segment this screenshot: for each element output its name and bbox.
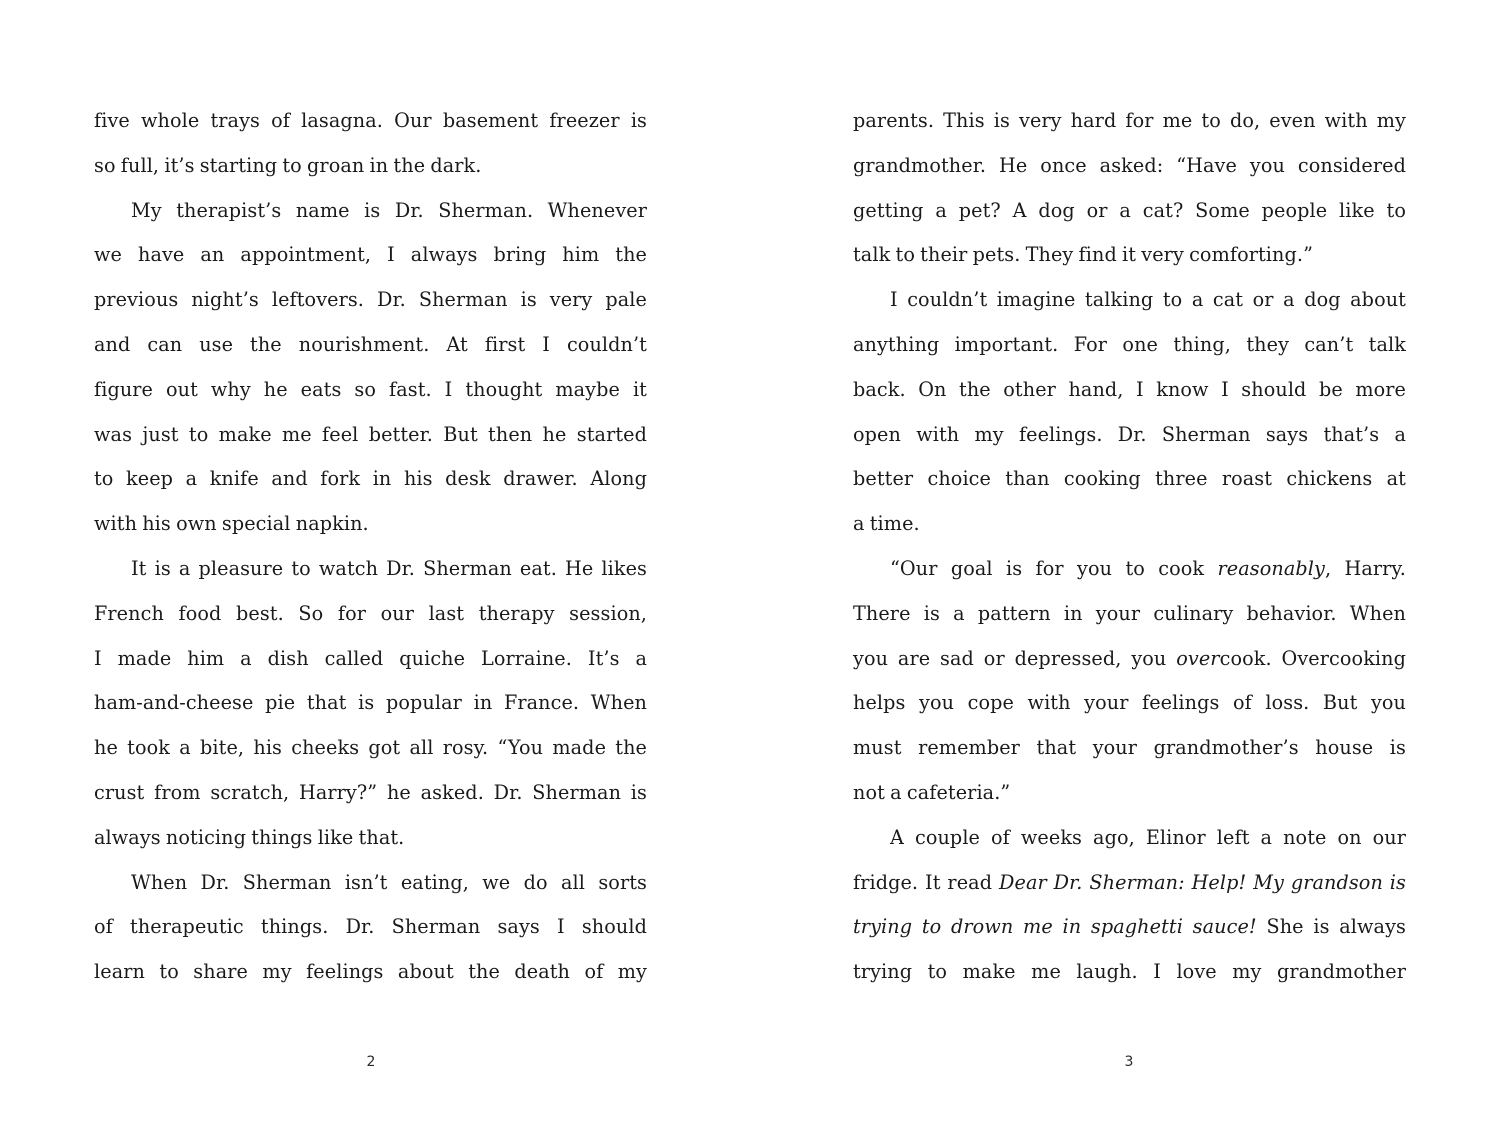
text-run: and can use the nourishment. At first I couldn’t (94, 332, 647, 356)
text-line (853, 681, 1406, 726)
text-line (94, 637, 647, 682)
text-line (94, 861, 647, 906)
text-run: helps you cope with your feelings of loss. But you (853, 691, 1406, 715)
text-line (94, 323, 647, 368)
text-line (94, 233, 647, 278)
text-run: cook. Overcooking (1219, 646, 1406, 670)
text-run: previous night’s leftovers. Dr. Sherman is very pale (94, 288, 647, 312)
text-run: a time. (853, 512, 920, 536)
text-run: She is always (1256, 915, 1406, 939)
text-line (853, 323, 1406, 368)
text-run: parents. This is very hard for me to do, even with my (853, 109, 1406, 132)
text-line (853, 368, 1406, 413)
text-line (853, 726, 1406, 771)
text-run: , Harry. (1324, 556, 1407, 580)
text-line (94, 144, 647, 189)
left-page-body (94, 99, 647, 995)
text-line (853, 547, 1406, 592)
paragraph (853, 547, 1406, 816)
paragraph (853, 99, 1406, 278)
text-line (853, 816, 1406, 861)
text-line (94, 189, 647, 234)
text-run: getting a pet? A dog or a cat? Some people like to (853, 198, 1406, 222)
text-run: I couldn’t imagine talking to a cat or a dog about (890, 288, 1406, 312)
text-line (94, 502, 647, 547)
text-run: grandmother. He once asked: “Have you considered (853, 153, 1406, 177)
text-run: French food best. So for our last therapy session, (94, 601, 647, 625)
paragraph (94, 189, 647, 547)
text-line (853, 233, 1406, 278)
text-run: was just to make me feel better. But then he started (94, 422, 647, 446)
text-run: anything important. For one thing, they can’t talk (853, 332, 1406, 356)
text-run: There is a pattern in your culinary behavior. When (853, 601, 1406, 625)
text-run: When Dr. Sherman isn’t eating, we do all sorts (131, 870, 647, 894)
text-run: better choice than cooking three roast chickens at (853, 467, 1406, 491)
text-line (853, 99, 1406, 144)
text-run: I made him a dish called quiche Lorraine. It’s a (94, 646, 647, 670)
text-run: back. On the other hand, I know I should be more (853, 377, 1406, 401)
text-line (853, 413, 1406, 458)
text-run: crust from scratch, Harry?” he asked. Dr. Sherman is (94, 780, 647, 804)
text-run: always noticing things like that. (94, 825, 405, 849)
text-line (94, 592, 647, 637)
text-line (94, 905, 647, 950)
italic-text: Dear Dr. Sherman: Help! My grandson is (999, 870, 1406, 894)
paragraph (94, 861, 647, 995)
text-run: so full, it’s starting to groan in the dark. (94, 153, 482, 177)
text-run: learn to share my feelings about the death of my (94, 960, 647, 984)
text-line (94, 99, 647, 144)
text-line (853, 771, 1406, 816)
text-line (853, 144, 1406, 189)
page-number-right: 3 (1124, 1054, 1134, 1070)
text-run: My therapist’s name is Dr. Sherman. Whenever (131, 198, 647, 222)
text-line (94, 368, 647, 413)
text-line (853, 278, 1406, 323)
text-line (853, 592, 1406, 637)
paragraph (853, 278, 1406, 547)
paragraph (853, 816, 1406, 995)
text-run: to keep a knife and fork in his desk drawer. Along (94, 467, 647, 491)
italic-text: reasonably (1217, 556, 1325, 580)
text-run: five whole trays of lasagna. Our basement freezer is (94, 109, 647, 132)
text-run: A couple of weeks ago, Elinor left a note on our (890, 825, 1406, 849)
text-run: open with my feelings. Dr. Sherman says that’s a (853, 422, 1406, 446)
text-line (853, 905, 1406, 950)
text-line (94, 816, 647, 861)
text-line (94, 681, 647, 726)
right-page-body (853, 99, 1406, 995)
text-run: figure out why he eats so fast. I thought maybe it (94, 377, 647, 401)
text-line (94, 547, 647, 592)
text-run: we have an appointment, I always bring him the (94, 243, 647, 267)
paragraph (94, 547, 647, 861)
text-line (94, 278, 647, 323)
text-line (853, 637, 1406, 682)
text-run: with his own special napkin. (94, 512, 369, 536)
text-line (94, 771, 647, 816)
text-run: “Our goal is for you to cook (890, 556, 1218, 580)
text-run: talk to their pets. They find it very comforting.” (853, 243, 1313, 267)
text-run: of therapeutic things. Dr. Sherman says I should (94, 915, 647, 939)
text-run: not a cafeteria.” (853, 780, 1011, 804)
text-line (853, 861, 1406, 906)
right-page (759, 0, 1500, 1125)
text-run: trying to make me laugh. I love my grandmother (853, 960, 1406, 984)
text-line (853, 502, 1406, 547)
text-run: ham-and-cheese pie that is popular in France. When (94, 691, 647, 715)
text-line (94, 950, 647, 995)
italic-text: trying to drown me in spaghetti sauce! (853, 915, 1257, 939)
paragraph (94, 99, 647, 189)
text-run: he took a bite, his cheeks got all rosy. “You made the (94, 736, 647, 760)
text-run: It is a pleasure to watch Dr. Sherman eat. He likes (131, 556, 647, 580)
text-run: you are sad or depressed, you (853, 646, 1177, 670)
page-number-left: 2 (366, 1054, 376, 1070)
text-line (94, 726, 647, 771)
italic-text: over (1176, 646, 1220, 670)
text-line (853, 189, 1406, 234)
text-line (853, 457, 1406, 502)
text-run: fridge. It read (853, 870, 999, 894)
text-line (853, 950, 1406, 995)
text-line (94, 457, 647, 502)
text-line (94, 413, 647, 458)
text-run: must remember that your grandmother’s house is (853, 736, 1406, 760)
